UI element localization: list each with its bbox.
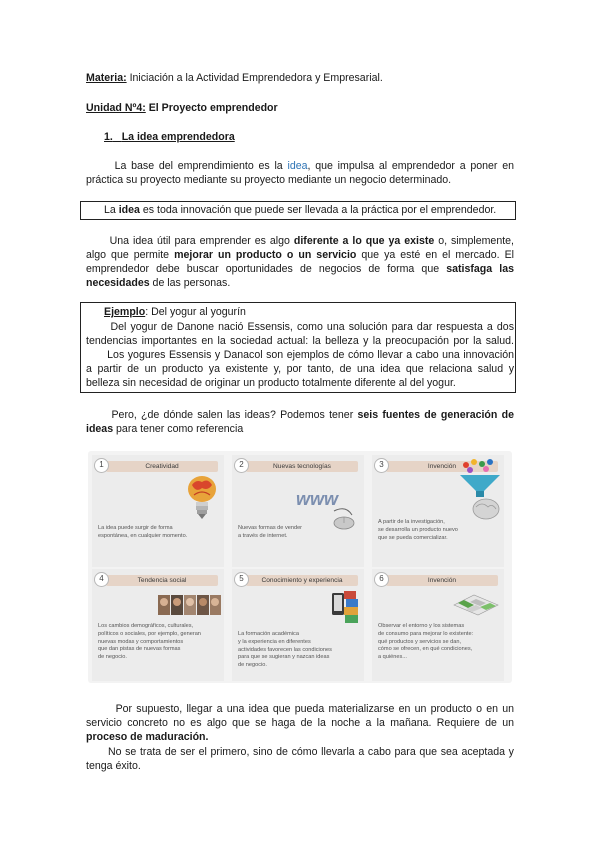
subject-label: Materia:: [86, 72, 127, 84]
para5-line1: No se trata de ser el primero, sino de cómo llevarla a cabo para que sea aceptada y: [107, 746, 514, 758]
unit-label: Unidad Nº4:: [86, 102, 146, 114]
section-heading: [104, 130, 532, 144]
card-number: 4: [94, 572, 109, 587]
card-description: La idea puede surgir de forma espontánea, en cualquier momento.: [98, 525, 188, 539]
source-card-social-trend: [92, 569, 224, 681]
lightbulb-brain-icon: [184, 473, 220, 523]
idea-link[interactable]: idea: [287, 160, 308, 172]
idea-sources-infographic: [88, 451, 512, 683]
example-line5: belleza sin necesidad de originar un producto totalmente diferente al del yogur.: [86, 377, 456, 389]
card-title: Invención: [427, 577, 457, 584]
example-line3: Los yogures Essensis y Danacol son ejemplos de cómo llevar a cabo una innovación: [107, 349, 514, 361]
card-number: 2: [234, 458, 249, 473]
para2-line3: emprendedor debe buscar oportunidades de negocios de forma que satisfaga las: [86, 263, 514, 275]
card-title: Conocimiento y experiencia: [261, 577, 343, 584]
section-title: La idea emprendedora: [121, 131, 235, 143]
example-line4: a partir de un producto ya existente y, por tanto, de una idea que relaciona salud y: [86, 363, 514, 375]
card-description: A partir de la investigación, se desarrolla un producto nuevo que se pueda comercializar.: [378, 519, 458, 541]
para4-line1: Por supuesto, llegar a una idea que pueda materializarse en un producto o en un: [115, 703, 514, 715]
para4-line3: proceso de maduración.: [86, 731, 209, 743]
para4-line2: servicio concreto no es algo que se haga de la noche a la mañana. Requiere de un: [86, 717, 514, 729]
para2-line2: algo que permite mejorar un producto o un servicio que ya esté en el mercado. El: [86, 249, 514, 261]
source-card-observation: [372, 569, 504, 681]
subject-value: Iniciación a la Actividad Emprendedora y Empresarial.: [126, 72, 383, 84]
books-tablet-icon: [330, 589, 362, 629]
source-card-new-technologies: [232, 455, 364, 567]
subject-line: [86, 71, 514, 85]
card-number: 6: [374, 572, 389, 587]
card-title: Invención: [427, 463, 457, 470]
example-label: Ejemplo: [104, 306, 146, 318]
example-line1: Del yogur de Danone nació Essensis, como una solución para dar respuesta a dos: [110, 321, 514, 333]
www-text: www: [296, 489, 339, 509]
card-description: Los cambios demográficos, culturales, políticos o sociales, por ejemplo, generan nuevas modas y comportamientos que dan pistas de nuevas formas de negocio.: [98, 623, 201, 661]
para1-line2: práctica su proyecto mediante su proyecto mediante un negocio determinado.: [86, 174, 452, 186]
definition-text: La idea es toda innovación que puede ser llevada a la práctica por el emprendedor.: [104, 204, 497, 216]
unit-value: El Proyecto emprendedor: [145, 102, 278, 114]
para3-line1: Pero, ¿de dónde salen las ideas? Podemos tener seis fuentes de generación de: [111, 409, 514, 421]
para5-line2: tenga éxito.: [86, 760, 141, 772]
card-description: Nuevas formas de vender a través de internet.: [238, 525, 303, 539]
card-number: 5: [234, 572, 249, 587]
source-card-invention: [372, 455, 504, 567]
card-title: Nuevas tecnologías: [273, 463, 331, 470]
example-line2: tendencias importantes en la sociedad actual: la belleza y la preocupación por la salud.: [86, 335, 514, 347]
section-number: 1.: [104, 131, 113, 143]
card-number: 3: [374, 458, 389, 473]
card-title: Creatividad: [145, 463, 179, 470]
unit-line: [86, 101, 514, 115]
people-faces-icon: [156, 591, 222, 619]
card-number: 1: [94, 458, 109, 473]
puzzle-icon: [452, 591, 500, 619]
card-title: Tendencia social: [137, 577, 187, 584]
www-mouse-icon: [294, 485, 360, 533]
source-card-knowledge-experience: [232, 569, 364, 681]
para3-line2: ideas para tener como referencia: [86, 423, 244, 435]
source-card-creativity: [92, 455, 224, 567]
para2-line4: necesidades de las personas.: [86, 277, 231, 289]
brain-funnel-icon: [456, 457, 504, 521]
example-title: Ejemplo: Del yogur al yogurín: [104, 306, 246, 318]
card-description: Observar el entorno y los sistemas de consumo para mejorar lo existente: qué productos y servicios se dan, cómo se ofrecen, en qué condiciones, a quiénes...: [378, 623, 474, 661]
para1-line1: La base del emprendimiento es la idea, que impulsa al emprendedor a poner en: [114, 160, 514, 172]
para2-line1: Una idea útil para emprender es algo diferente a lo que ya existe o, simplemente,: [109, 235, 514, 247]
card-description: La formación académica y la experiencia en diferentes actividades favorecen las condiciones para que se sugieran y nazcan ideas de negocio.: [238, 631, 332, 669]
